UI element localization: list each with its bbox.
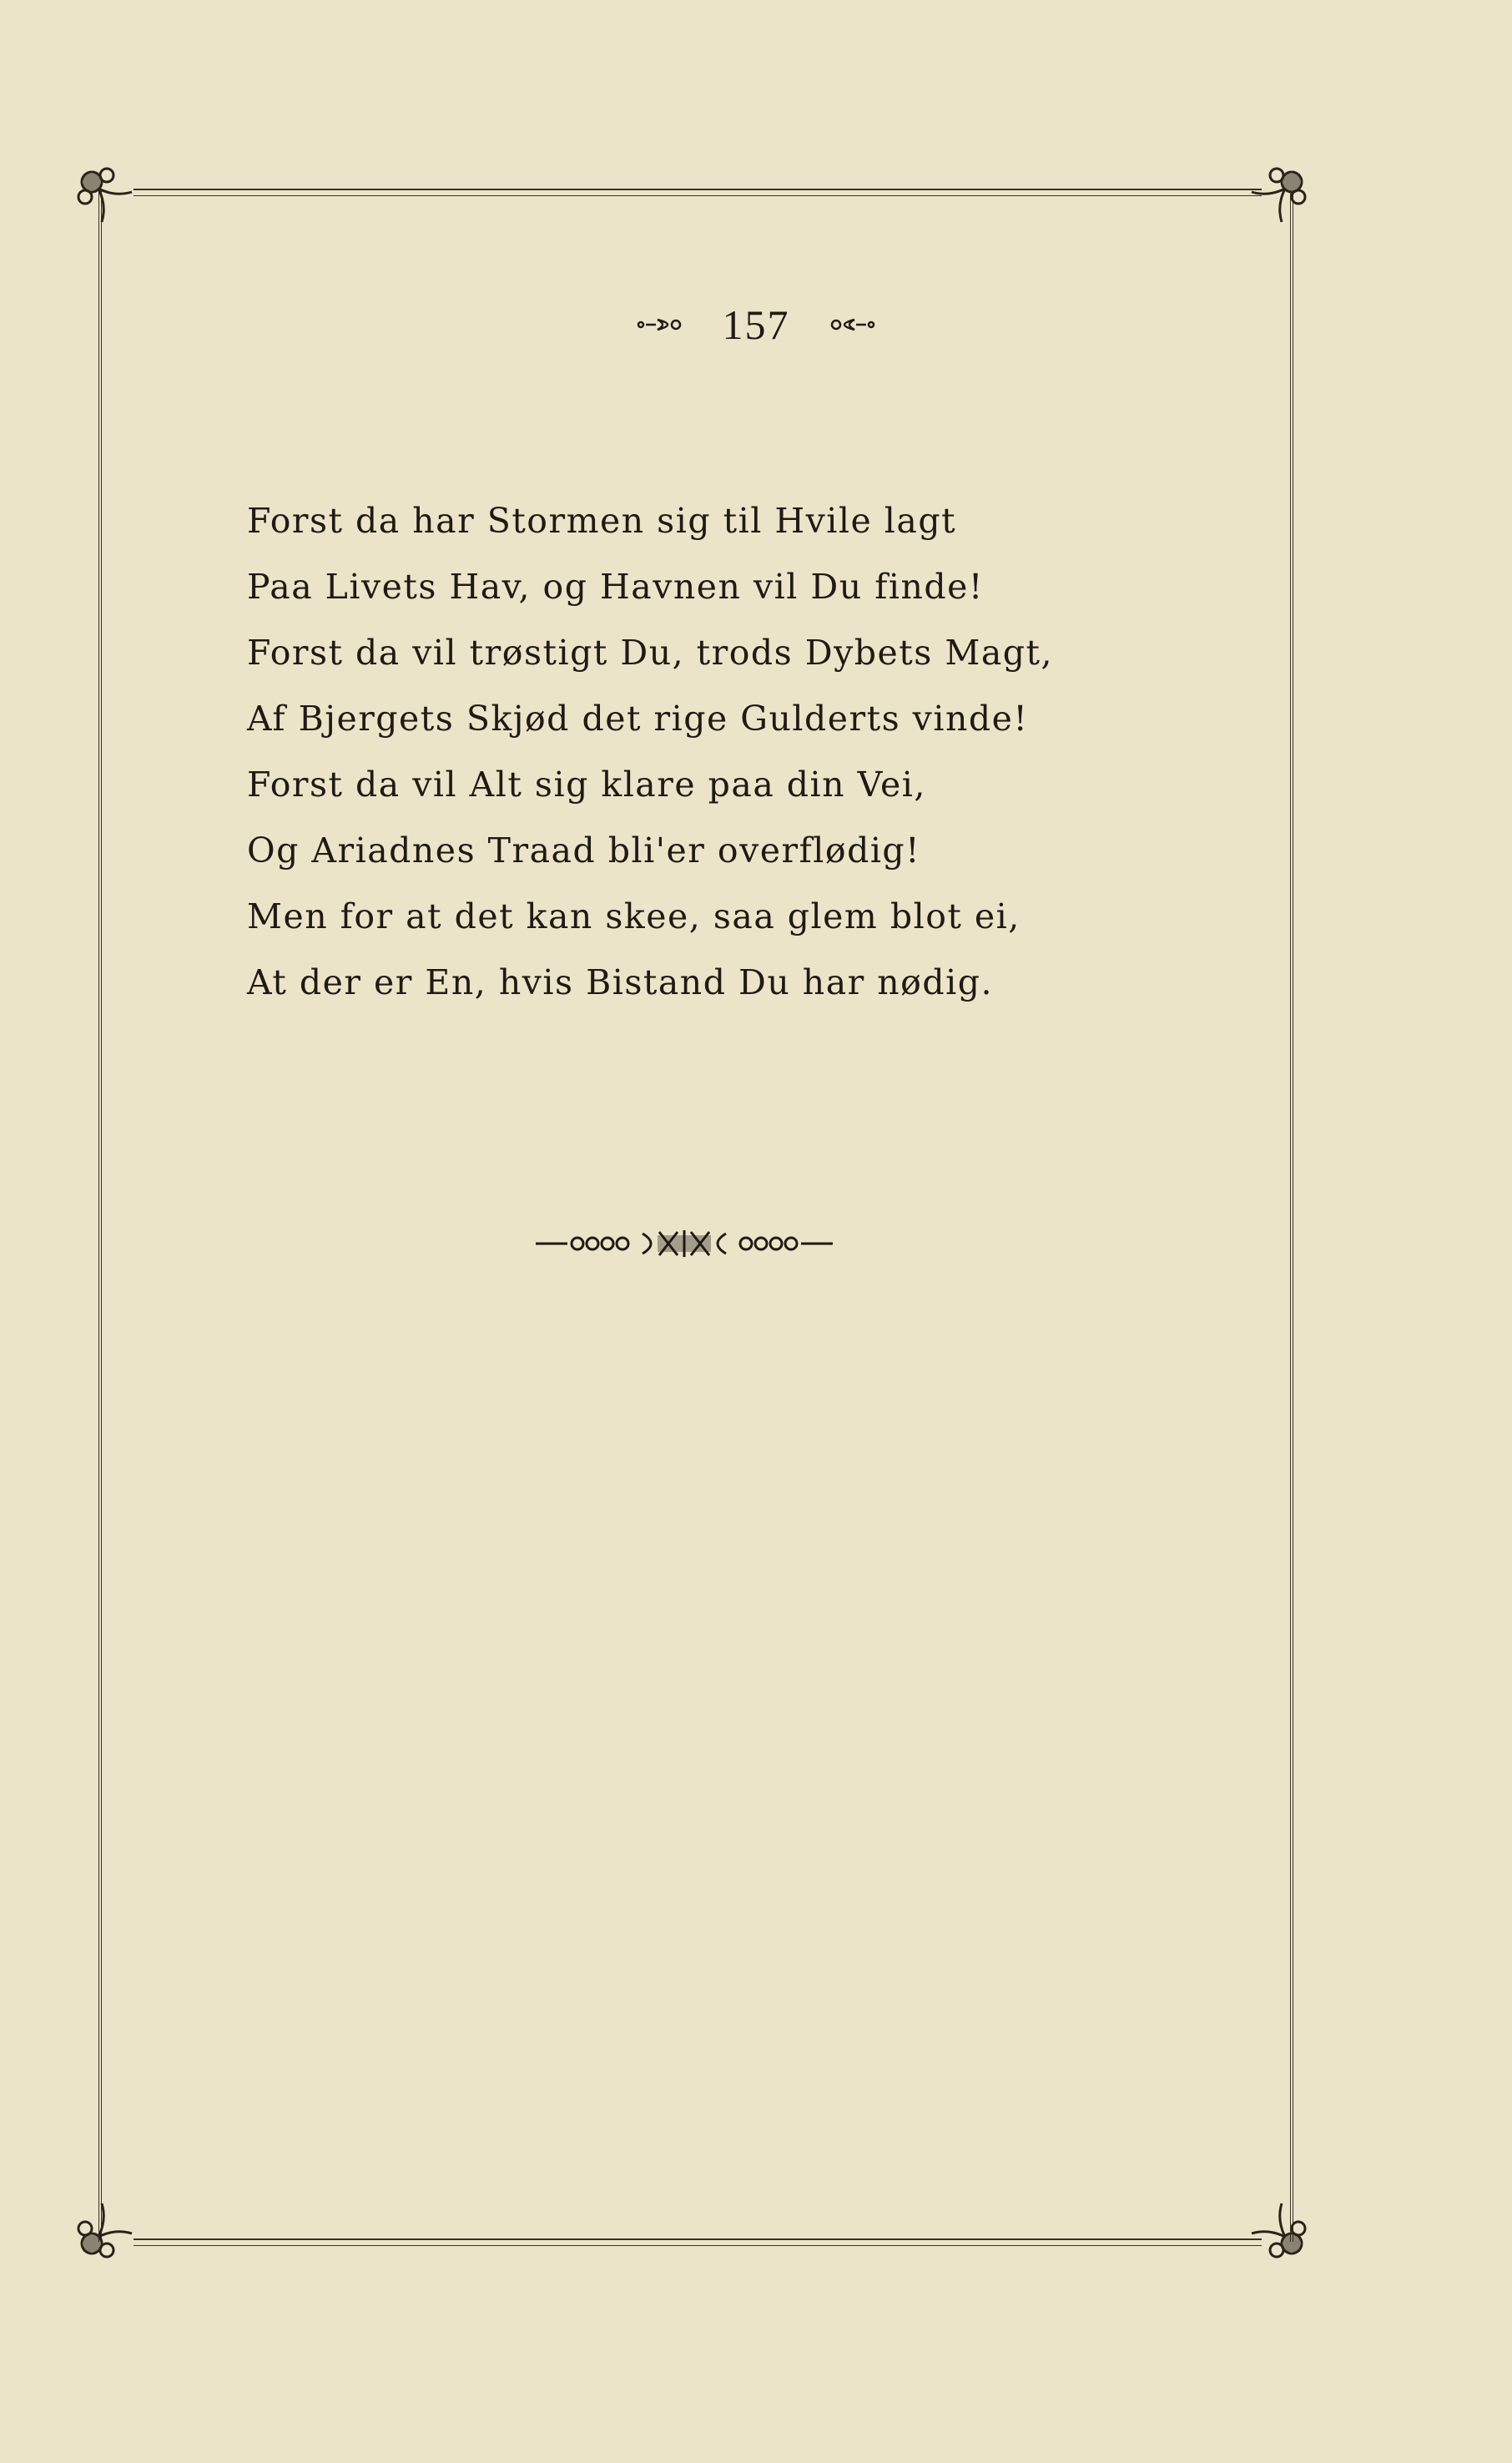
corner-ornament-top-left-icon [73,164,149,239]
tailpiece-ornament-icon [534,1227,834,1260]
corner-ornament-top-right-icon [1235,164,1310,239]
poem-line: Forst da vil trøstigt Du, trods Dybets Magt, [247,633,1054,673]
page-number: 157 [722,301,790,348]
bottom-border-rule [134,2238,1262,2246]
header-flourish-left-icon [634,316,693,333]
top-border-rule [134,189,1262,196]
poem-line: Af Bjergets Skjød det rige Gulderts vinde! [247,699,1029,739]
corner-ornament-bottom-right-icon [1235,2187,1310,2262]
poem-line: Forst da har Stormen sig til Hvile lagt [247,501,957,541]
poem-line: Paa Livets Hav, og Havnen vil Du finde! [247,567,984,607]
poem-line: At der er En, hvis Bistand Du har nødig. [247,962,993,1002]
header-flourish-right-icon [819,316,878,333]
poem-stanza [247,488,1207,1016]
poem-line: Men for at det kan skee, saa glem blot ei, [247,896,1021,936]
poem-line: Forst da vil Alt sig klare paa din Vei, [247,765,926,805]
corner-ornament-bottom-left-icon [73,2187,149,2262]
page-header [0,300,1512,359]
poem-line: Og Ariadnes Traad bli'er overflødig! [247,830,921,871]
